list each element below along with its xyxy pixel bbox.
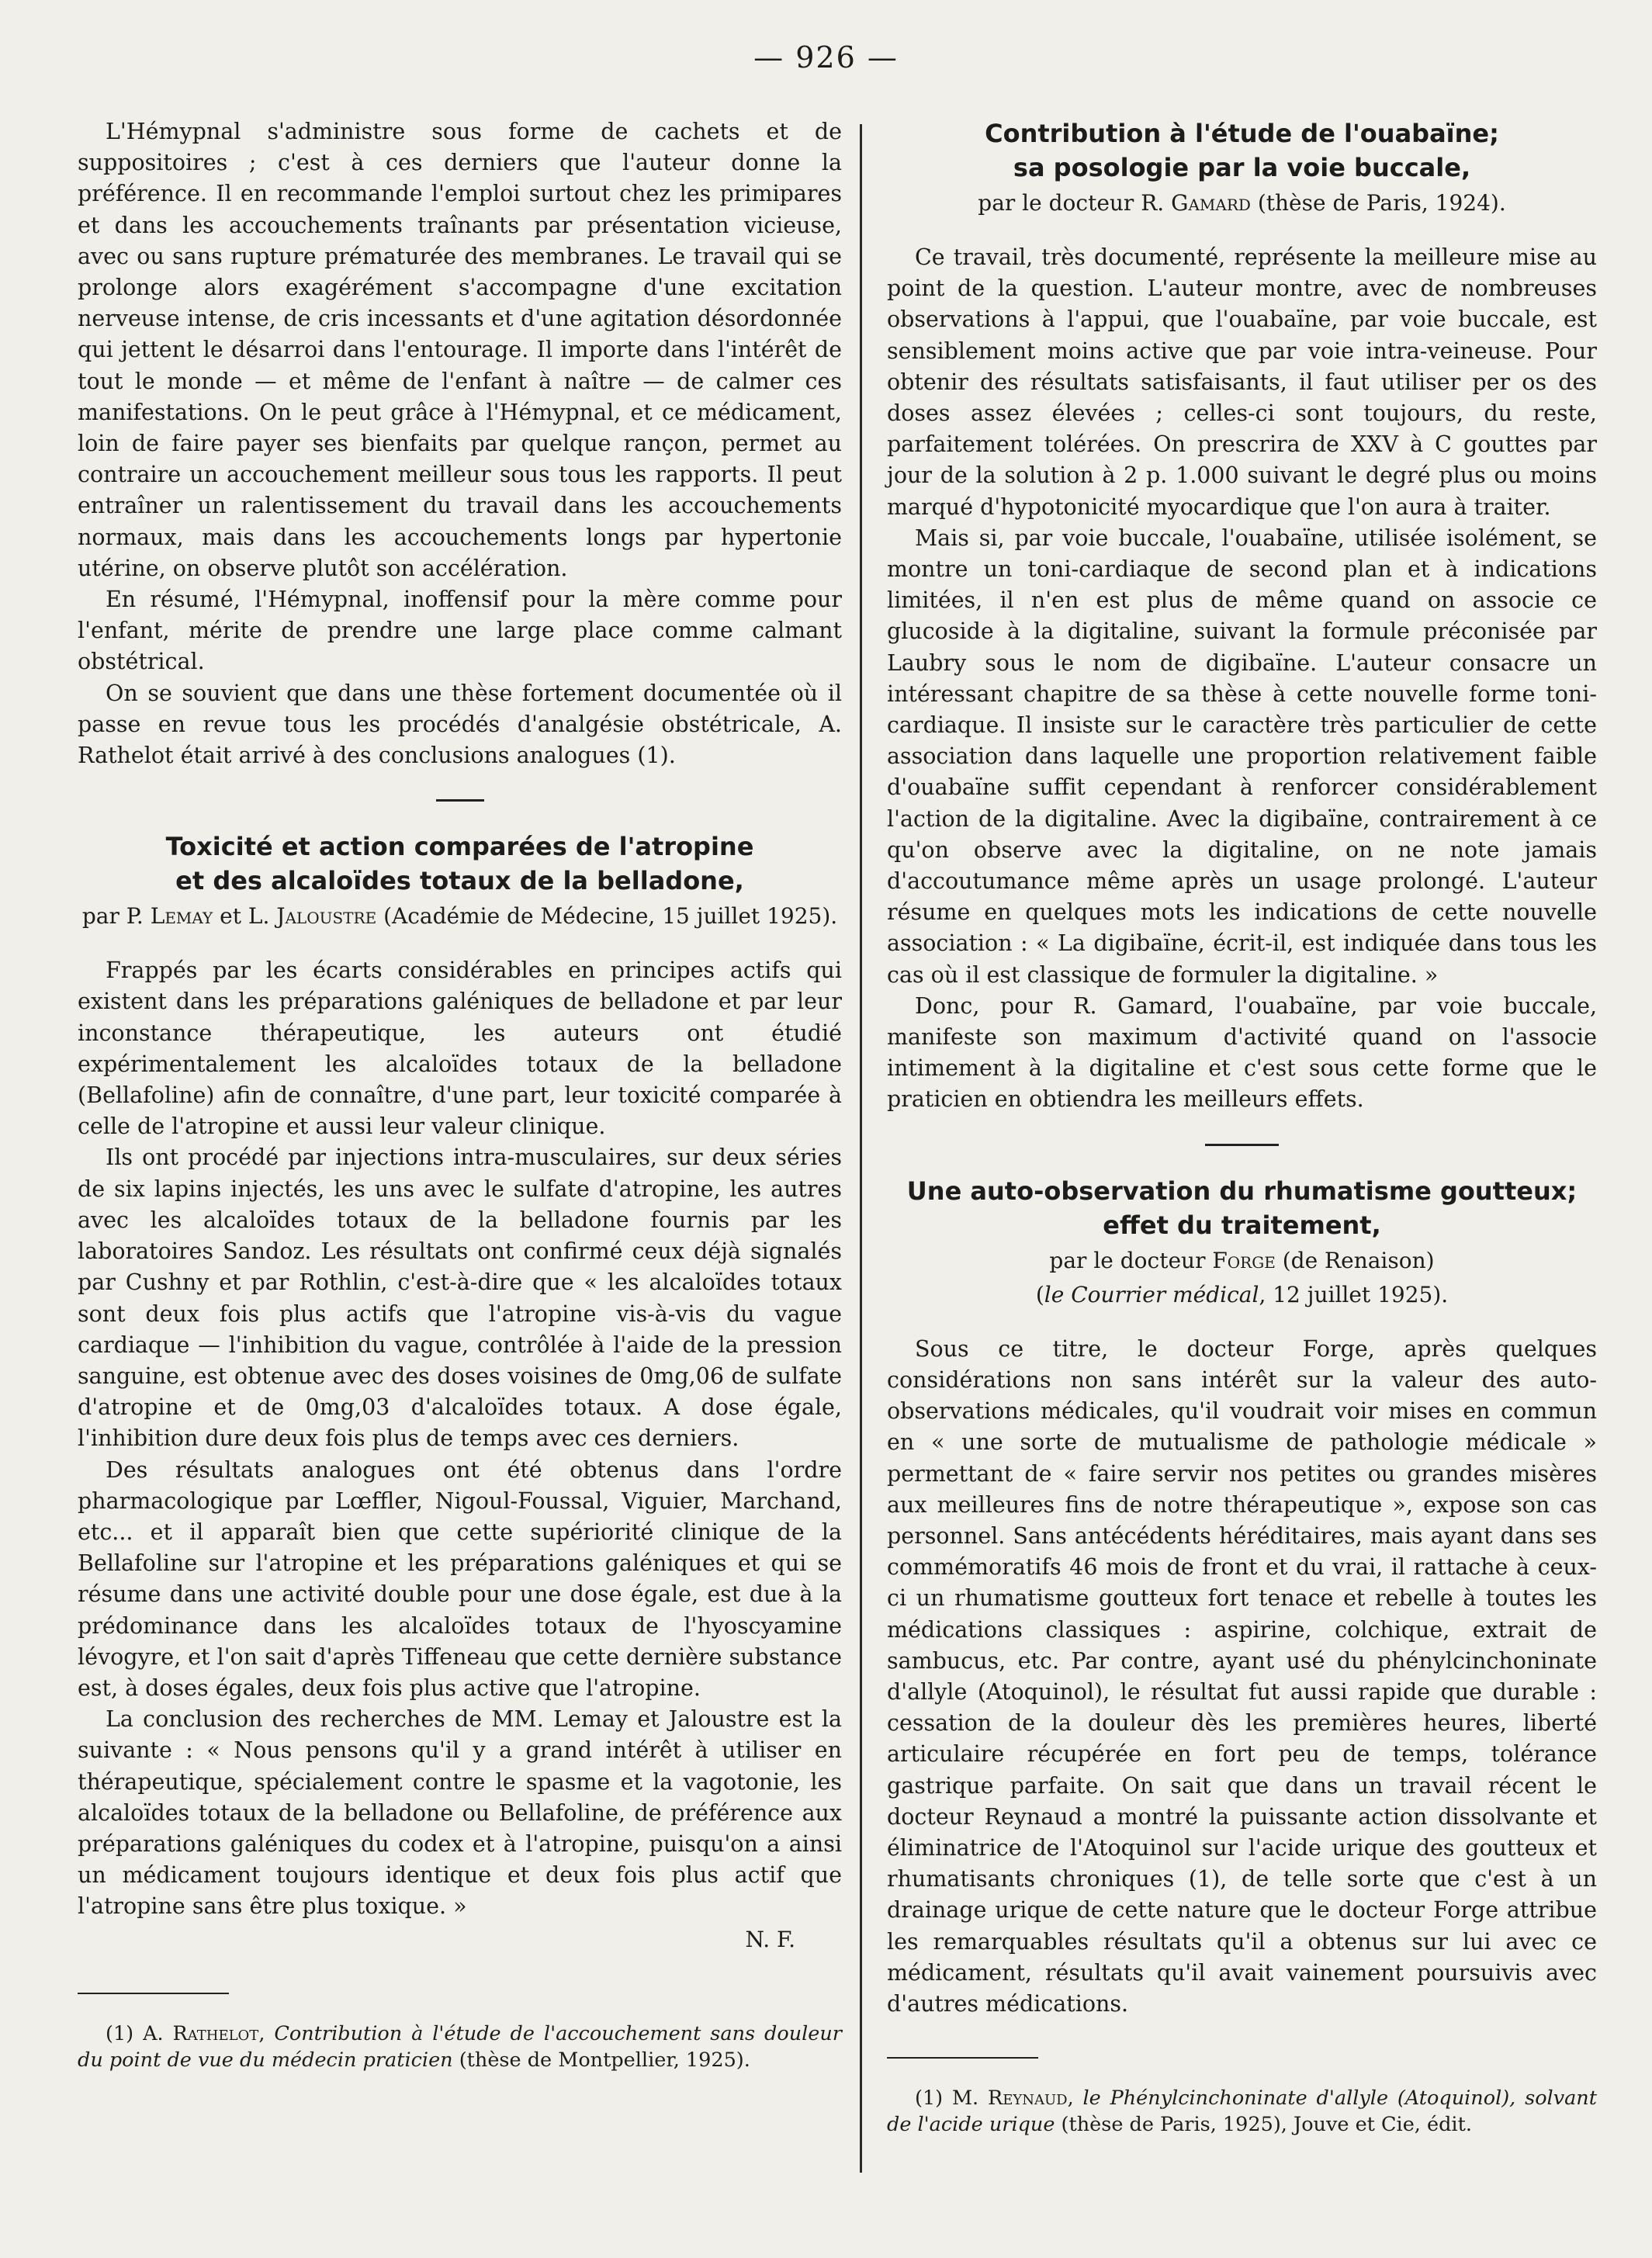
right-column (887, 116, 1597, 2138)
page-number: — 926 — (753, 40, 899, 74)
article-paragraph: Ils ont procédé par injections intra-musculaires, sur deux séries de six lapins injectés, les uns avec le sulfate d'atropine, les autres avec les alcaloïdes totaux de la belladone fournis par les laboratoires Sandoz. Les résultats ont confirmé ceux déjà signalés par Cushny et par Rothlin, c'est-à-dire que « les alcaloïdes totaux sont deux fois plus actifs que l'atropine vis-à-vis du vague cardiaque — l'inhibition du vague, contrôlée à l'aide de la pression sanguine, est obtenue avec des doses voisines de 0mg,06 de sulfate d'atropine et de 0mg,03 d'alcaloïdes totaux. A dose égale, l'inhibition dure deux fois plus de temps avec ces derniers. (78, 1145, 842, 1452)
article-paragraph: Ce travail, très documenté, représente la meilleure mise au point de la question. L'auteur montre, avec de nombreuses observations à l'appui, que l'ouabaïne, par voie buccale, est sensiblement moins active que par voie intra-veineuse. Pour obtenir des résultats satisfaisants, il faut utiliser per os des doses assez élevées ; celles-ci sont toujours, du reste, parfaitement tolérées. On prescrira de XXV à C gouttes par jour de la solution à 2 p. 1.000 suivant le degré plus ou moins marqué d'hypotonicité myocardique que l'on aura à traiter. (887, 244, 1597, 520)
intro-paragraph: On se souvient que dans une thèse fortement documentée où il passe en revue tous les procédés d'analgésie obstétricale, A. Rathelot était arrivé à des conclusions analogues (1). (78, 680, 842, 769)
article-paragraph: Des résultats analogues ont été obtenus dans l'ordre pharmacologique par Lœffler, Nigoul-Foussal, Viguier, Marchand, etc... et il apparaît bien que cette supériorité clinique de la Bellafoline sur l'atropine et les préparations galéniques et qui se résume dans une activité double pour une dose égale, est due à la prédominance dans les alcaloïdes totaux de l'hyoscyamine lévogyre, et l'on sait d'après Tiffeneau que cette dernière substance est, à doses égales, deux fois plus active que l'atropine. (78, 1456, 842, 1701)
article-title (887, 116, 1597, 185)
title-line: sa posologie par la voie buccale, (1013, 153, 1471, 182)
footnote-text: , (1067, 2087, 1083, 2111)
title-line: et des alcaloïdes totaux de la belladone, (175, 866, 744, 896)
footnote-author: Rathelot (172, 2021, 259, 2045)
footnote-text: (1) A. (106, 2021, 173, 2045)
byline-text: (Académie de Médecine, 15 juillet 1925). (376, 903, 838, 930)
footnote (887, 2085, 1597, 2138)
byline-text: (thèse de Paris, 1924). (1250, 190, 1506, 216)
author-name: Lemay (150, 903, 213, 930)
byline-text: (de Renaison) (1275, 1247, 1435, 1273)
article-paragraph: Mais si, par voie buccale, l'ouabaïne, utilisée isolément, se montre un toni-cardiaque de second plan et à indications limitées, il n'en est plus de même quand on associe ce glucoside à la digitaline, suivant la formule préconisée par Laubry sous le nom de digibaïne. L'auteur consacre un intéressant chapitre de sa thèse à cette nouvelle forme toni-cardiaque. Il insiste sur le caractère très particulier de cette association dans laquelle une proportion relativement faible d'ouabaïne suffit cependant à renforcer considérablement l'action de la digitaline. Avec la digibaïne, contrairement à ce qu'on observe avec la digitaline, on ne note jamais d'accoutumance même après un usage prolongé. L'auteur résume en quelques mots les indications de cette nouvelle association : « La digibaïne, écrit-il, est indiquée dans tous les cas où il est classique de formuler la digitaline. » (887, 525, 1597, 988)
footnote-text: (thèse de Montpellier, 1925). (452, 2048, 750, 2072)
article-paragraph: Sous ce titre, le docteur Forge, après quelques considérations non sans intérêt sur la valeur des auto-observations médicales, qu'il voudrait voir mises en commun en « une sorte de mutualisme de pathologie médicale » permettant de « faire servir nos petites ou grandes misères aux meilleures fins de notre thérapeutique », expose son cas personnel. Sans antécédents héréditaires, mais ayant dans ses commémoratifs 46 mois de front et du vrai, il rattache à ceux-ci un rhumatisme goutteux fort tenace et rebelle à toutes les médications classiques : aspirine, colchique, extrait de sambucus, etc. Par contre, ayant usé du phénylcinchoninate d'allyle (Atoquinol), le résultat fut aussi rapide que durable : cessation de la douleur dès les premières heures, liberté articulaire récupérée en fort peu de temps, tolérance gastrique parfaite. On sait que dans un travail récent le docteur Reynaud a montré la puissante action dissolvante et éliminatrice de l'Atoquinol sur l'acide urique des goutteux et rhumatisants chroniques (1), de telle sorte que c'est à un drainage urique de cette nature que le docteur Forge attribue les remarquables résultats qu'il a obtenus sur lui avec ce médicament, résultats qu'il avait vainement poursuivis avec d'autres médications. (887, 1335, 1597, 2017)
title-line: effet du traitement, (1103, 1210, 1381, 1240)
article-byline (78, 901, 842, 932)
author-name: Gamard (1171, 190, 1251, 216)
article-paragraph: Donc, pour R. Gamard, l'ouabaïne, par voie buccale, manifeste son maximum d'activité quand on l'associe intimement à la digitaline et c'est sous cette forme que le praticien en obtiendra les meilleurs effets. (887, 992, 1597, 1113)
byline-text: ( (1035, 1281, 1044, 1307)
article-title (887, 1174, 1597, 1242)
footnote-text: (thèse de Paris, 1925), Jouve et Cie, édit. (1055, 2113, 1472, 2137)
section-separator (1205, 1144, 1279, 1146)
article-paragraph: Frappés par les écarts considérables en principes actifs qui existent dans les préparations galéniques de belladone et par leur inconstance thérapeutique, les auteurs ont étudié expérimentalement les alcaloïdes totaux de la belladone (Bellafoline) afin de connaître, d'une part, leur toxicité comparée à celle de l'atropine et aussi leur valeur clinique. (78, 958, 842, 1140)
author-name: Jaloustre (276, 903, 377, 930)
section-separator (436, 799, 484, 802)
footnote-rule (887, 2057, 1038, 2059)
byline-text: , 12 juillet 1925). (1259, 1281, 1449, 1307)
footnote-title: le Phénylcinchoninate d'allyle (Atoquinol), solvant de l'acide urique (887, 2087, 1597, 2137)
article-atropine (78, 829, 842, 1955)
article-byline (887, 1245, 1597, 1276)
title-line: Une auto-observation du rhumatisme goutteux; (906, 1176, 1578, 1206)
footnote (78, 2021, 842, 2073)
article-ouabaine (887, 116, 1597, 1116)
intro-paragraph: En résumé, l'Hémypnal, inoffensif pour la mère comme pour l'enfant, mérite de prendre une large place comme calmant obstétrical. (78, 587, 842, 675)
article-source (887, 1280, 1597, 1311)
intro-paragraph: L'Hémypnal s'administre sous forme de cachets et de suppositoires ; c'est à ces derniers que l'auteur donne la préférence. Il en recommande l'emploi surtout chez les primipares et dans les accouchements traînants par présentation vicieuse, avec ou sans rupture prématurée des membranes. Le travail qui se prolonge alors exagérément s'accompagne d'une excitation nerveuse intense, de cris incessants et d'une agitation désordonnée qui jettent le désarroi dans l'entourage. Il importe dans l'intérêt de tout le monde — et même de l'enfant à naître — de calmer ces manifestations. On le peut grâce à l'Hémypnal, et ce médicament, loin de faire payer ses bienfaits par quelque rançon, permet au contraire un accouchement meilleur sous tous les rapports. Il peut entraîner un ralentissement du travail dans les accouchements normaux, mais dans les accouchements longs par hypertonie utérine, on observe plutôt son accélération. (78, 119, 842, 581)
footnote-title: Contribution à l'étude de l'accouchement sans douleur du point de vue du médecin praticien (78, 2021, 842, 2072)
byline-text: par P. (81, 903, 151, 930)
footnote-author: Reynaud (988, 2087, 1068, 2111)
source-title: le Courrier médical (1044, 1281, 1259, 1307)
title-line: Toxicité et action comparées de l'atropine (165, 832, 754, 862)
column-divider (860, 124, 862, 2173)
left-column (78, 116, 842, 2073)
byline-text: par le docteur R. (978, 190, 1172, 216)
article-rhumatisme (887, 1174, 1597, 2020)
footnote-text: (1) M. (915, 2087, 988, 2111)
article-signature: N. F. (745, 1926, 795, 1952)
byline-text: et L. (213, 903, 277, 930)
footnote-text: , (258, 2021, 275, 2045)
author-name: Forge (1212, 1247, 1276, 1273)
article-title (78, 829, 842, 898)
byline-text: par le docteur (1049, 1247, 1213, 1273)
article-byline (887, 188, 1597, 219)
article-paragraph: La conclusion des recherches de MM. Lemay et Jaloustre est la suivante : « Nous pensons qu'il y a grand intérêt à utiliser en thérapeutique, spécialement contre le spasme et la vagotonie, les alcaloïdes totaux de la belladone ou Bellafoline, de préférence aux préparations galéniques du codex et à l'atropine, puisqu'on a ainsi un médicament toujours identique et deux fois plus actif que l'atropine sans être plus toxique. » (78, 1706, 842, 1920)
footnote-rule (78, 1993, 229, 1994)
title-line: Contribution à l'étude de l'ouabaïne; (985, 119, 1499, 148)
